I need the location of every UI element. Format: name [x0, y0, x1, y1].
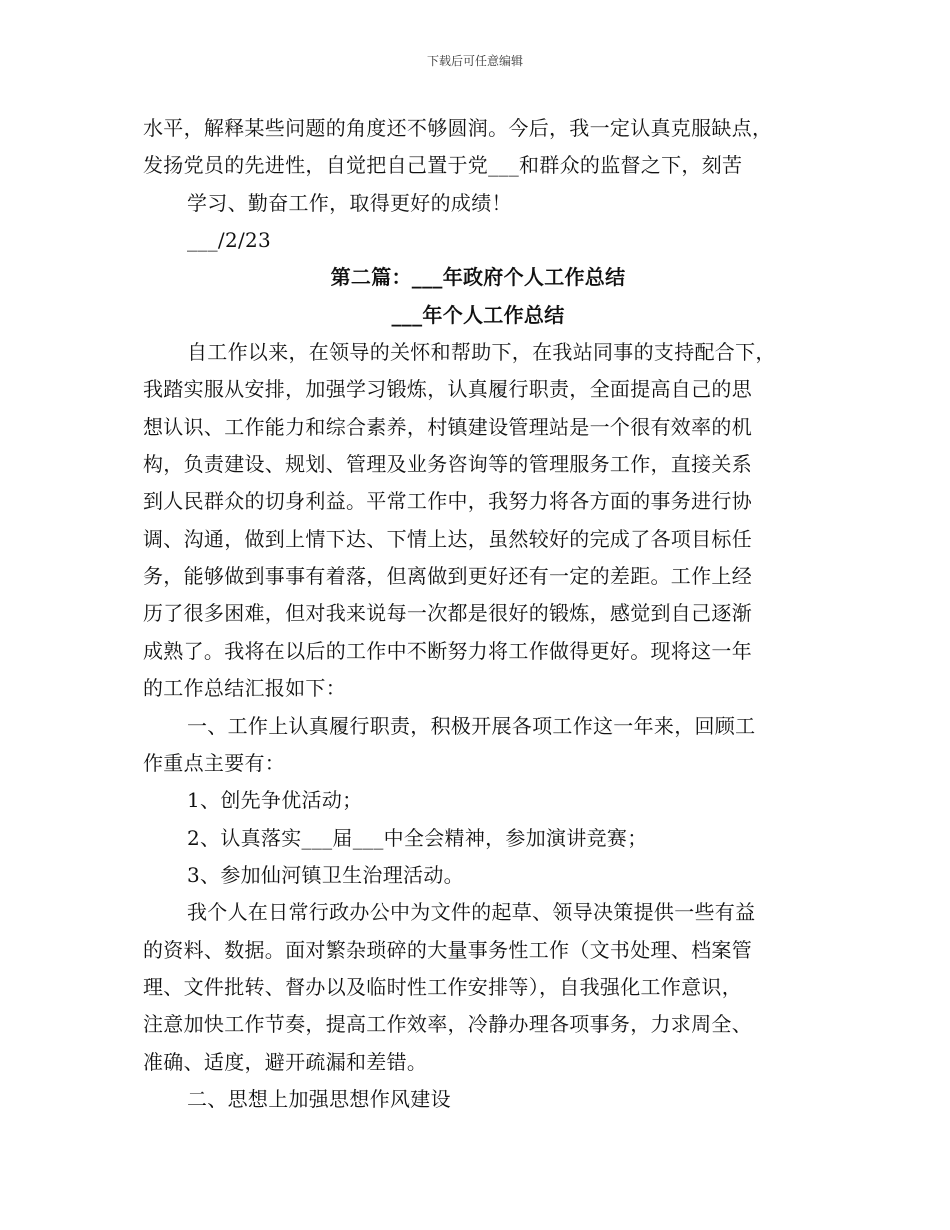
- paragraph-line: 学习、勤奋工作，取得更好的成绩！: [187, 190, 512, 215]
- paragraph-line: 务，能够做到事事有着落，但离做到更好还有一定的差距。工作上经: [143, 564, 752, 589]
- paragraph-line: 注意加快工作节奏，提高工作效率，冷静办理各项事务，力求周全、: [143, 1012, 752, 1037]
- paragraph-line: 我踏实服从安排，加强学习锻炼，认真履行职责，全面提高自己的思: [143, 377, 752, 402]
- date-line: ___/2/23: [187, 228, 272, 253]
- section-subtitle: ___年个人工作总结: [391, 302, 565, 327]
- document-body: [143, 110, 813, 1118]
- paragraph-line: 的资料、数据。面对繁杂琐碎的大量事务性工作（文书处理、档案管: [143, 937, 752, 962]
- paragraph-line: 发扬党员的先进性，自觉把自己置于党___和群众的监督之下，刻苦: [143, 153, 743, 178]
- paragraph-line: 自工作以来，在领导的关怀和帮助下，在我站同事的支持配合下，: [187, 340, 776, 365]
- list-item: 2、认真落实___届___中全会精神，参加演讲竞赛；: [187, 825, 648, 850]
- paragraph-line: 水平，解释某些问题的角度还不够圆润。今后，我一定认真克服缺点，: [143, 116, 773, 140]
- paragraph-line: 一、工作上认真履行职责，积极开展各项工作这一年来，回顾工: [187, 713, 756, 738]
- paragraph-line: 我个人在日常行政办公中为文件的起草、领导决策提供一些有益: [187, 900, 756, 925]
- paragraph-line: 历了很多困难，但对我来说每一次都是很好的锻炼，感觉到自己逐渐: [143, 601, 752, 626]
- paragraph-line: 调、沟通，做到上情下达、下情上达，虽然较好的完成了各项目标任: [143, 526, 752, 551]
- list-item: 1、创先争优活动；: [187, 788, 363, 813]
- list-item: 3、参加仙河镇卫生治理活动。: [187, 862, 464, 887]
- paragraph-line: 构，负责建设、规划、管理及业务咨询等的管理服务工作，直接关系: [143, 452, 752, 477]
- paragraph-line: 准确、适度，避开疏漏和差错。: [143, 1049, 428, 1074]
- paragraph-line: 到人民群众的切身利益。平常工作中，我努力将各方面的事务进行协: [143, 489, 752, 514]
- page-header-note: 下载后可任意编辑: [426, 54, 523, 68]
- paragraph-line: 作重点主要有：: [143, 750, 286, 775]
- paragraph-line: 的工作总结汇报如下：: [143, 676, 346, 701]
- paragraph-line: 想认识、工作能力和综合素养，村镇建设管理站是一个很有效率的机: [143, 414, 752, 439]
- paragraph-line: 成熟了。我将在以后的工作中不断努力将工作做得更好。现将这一年: [143, 638, 752, 663]
- paragraph-line: 理、文件批转、督办以及临时性工作安排等），自我强化工作意识，: [143, 974, 742, 999]
- section-title: 第二篇：___年政府个人工作总结: [330, 265, 626, 290]
- paragraph-line: 二、思想上加强思想作风建设: [187, 1086, 451, 1111]
